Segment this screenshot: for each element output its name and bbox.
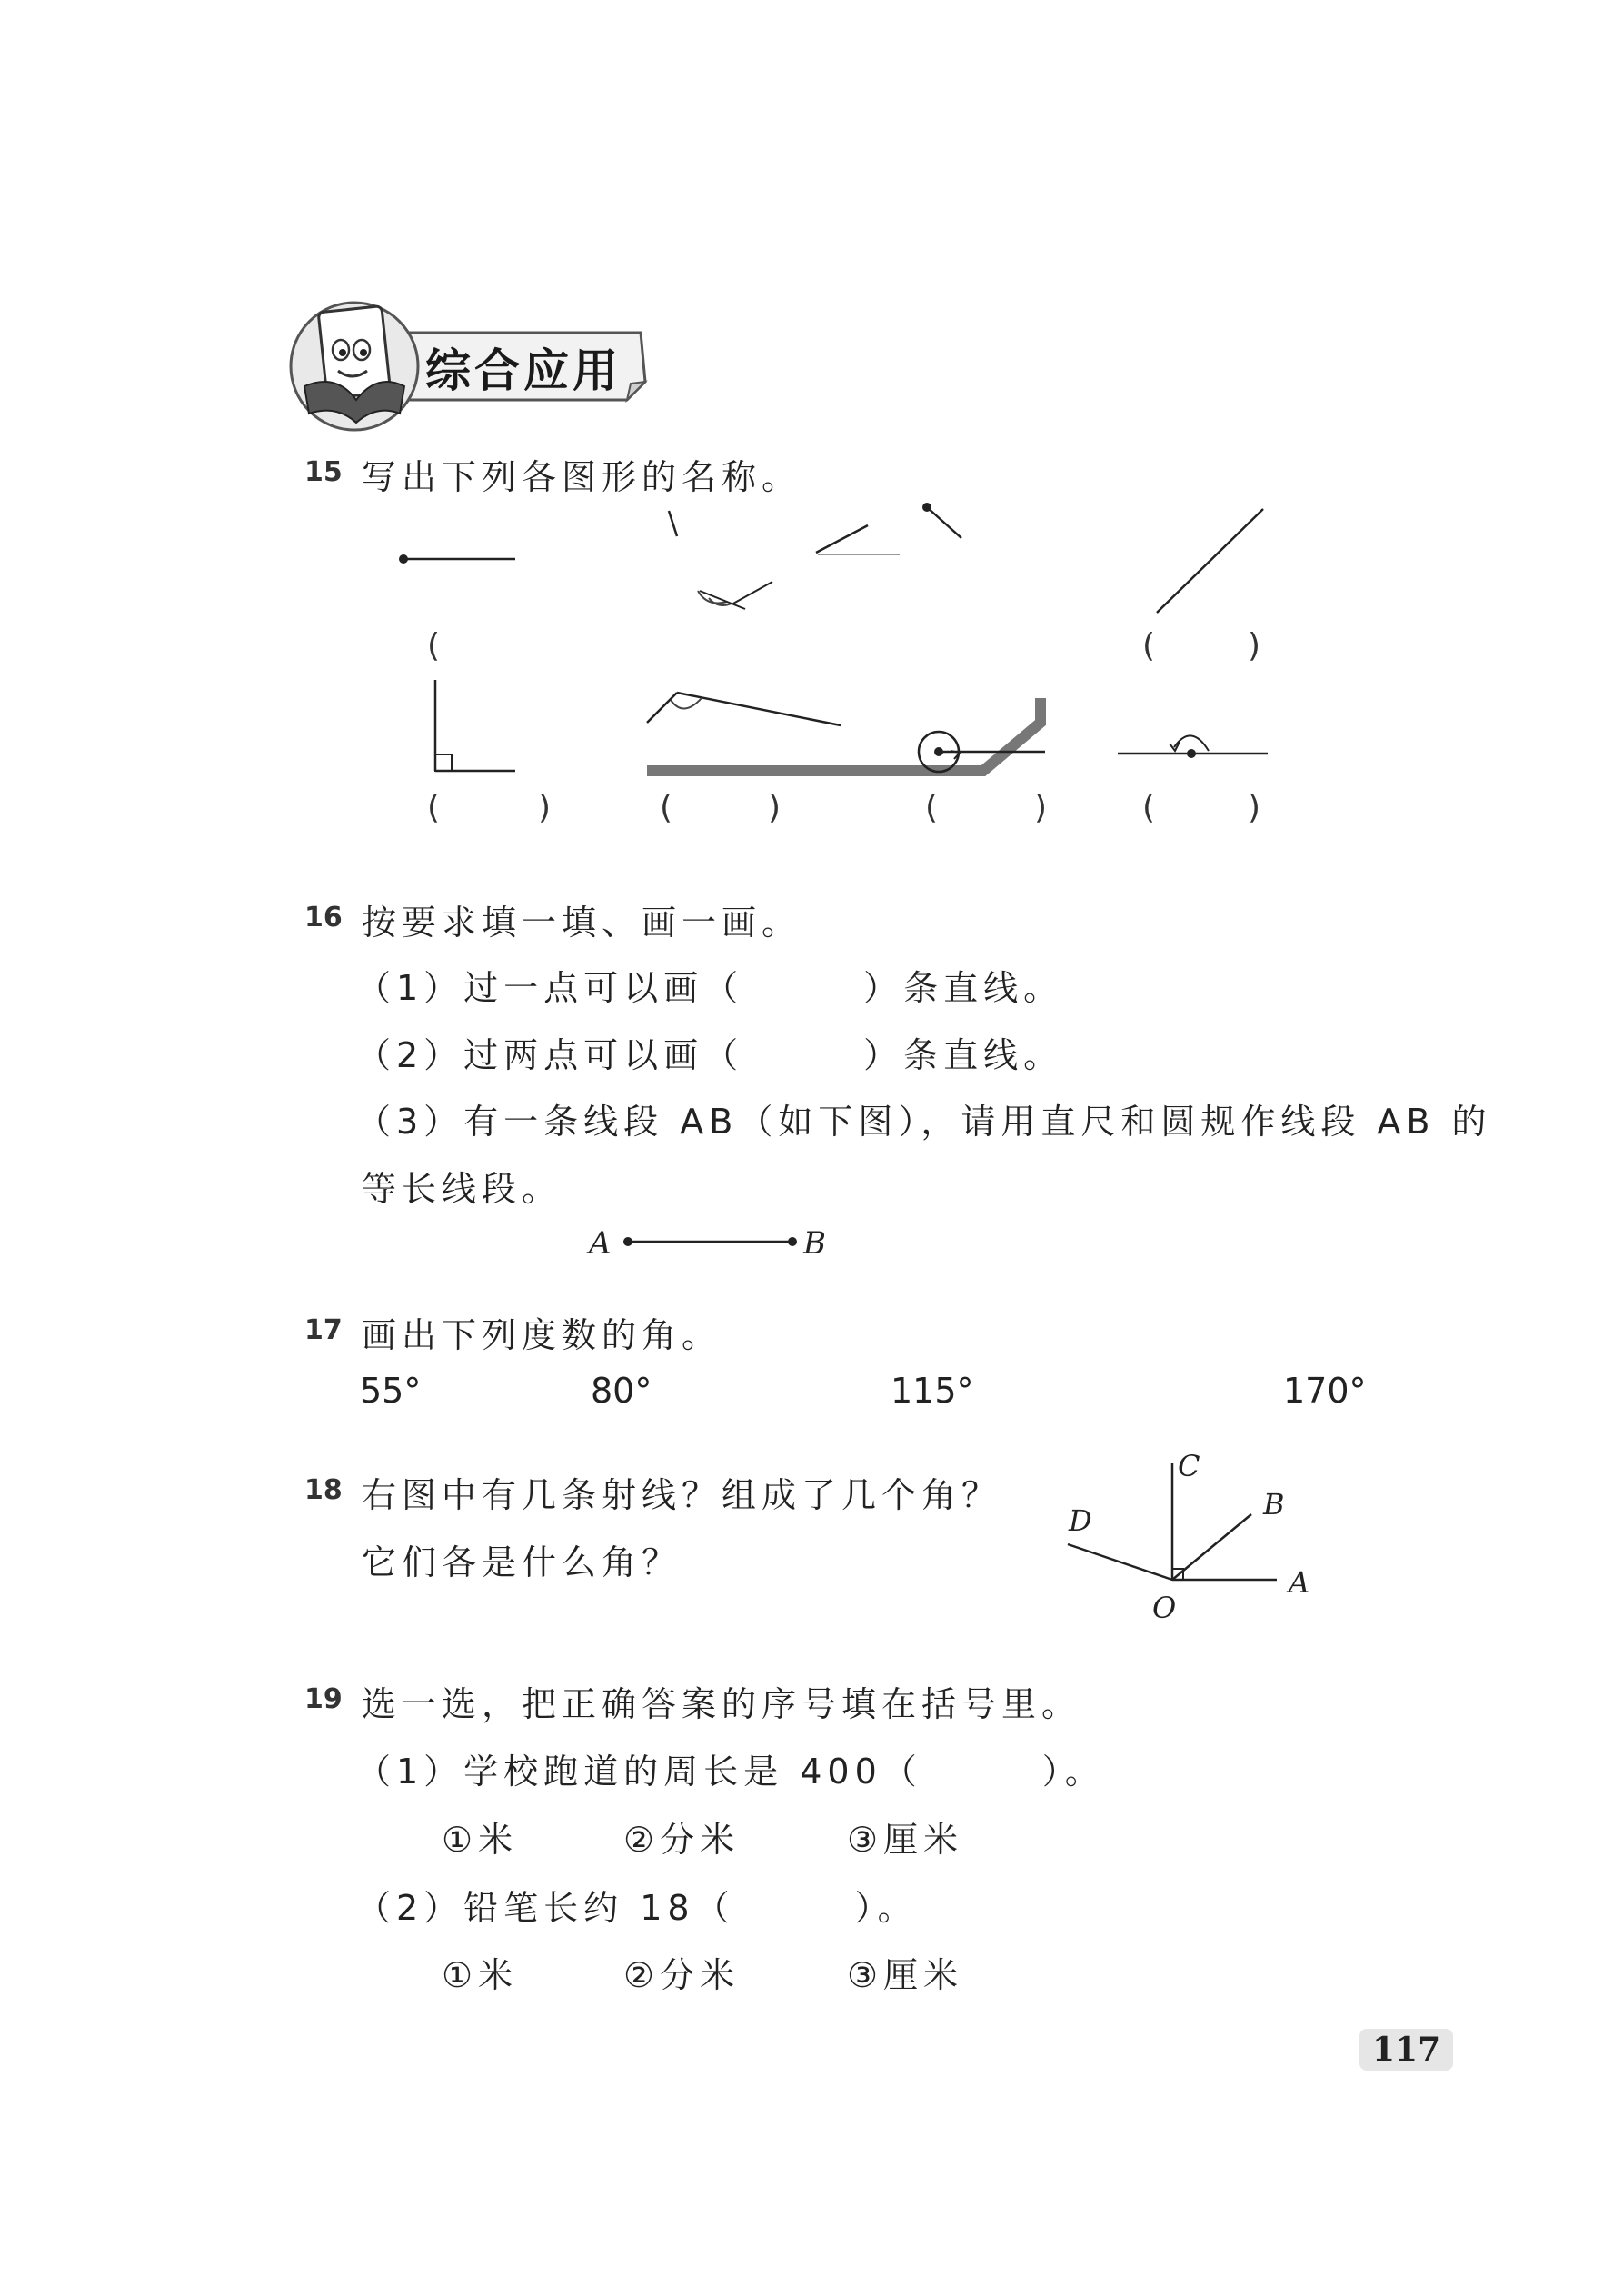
q18-label-a: A <box>1289 1565 1310 1600</box>
q18-label-o: O <box>1152 1591 1177 1625</box>
q19-part1-option1: ①米 <box>442 1820 519 1860</box>
q15-prompt: 写出下列各图形的名称。 <box>362 457 802 497</box>
q19-part1-option2: ②分米 <box>623 1820 741 1860</box>
q15-blank-1-left: ( <box>427 627 441 664</box>
q17-angle-4: 170° <box>1283 1371 1367 1411</box>
q17-angle-3: 115° <box>891 1371 974 1411</box>
q18-line1: 右图中有几条射线？组成了几个角？ <box>362 1475 1002 1515</box>
q19-prompt: 选一选，把正确答案的序号填在括号里。 <box>362 1684 1082 1724</box>
q18-label-c: C <box>1178 1449 1200 1483</box>
q15-angle-partial <box>669 511 900 609</box>
q15-number: 15 <box>304 456 343 488</box>
q15-blank-7-left: ( <box>925 789 939 826</box>
q19-part1-option3: ③厘米 <box>847 1820 964 1860</box>
q17-number: 17 <box>304 1314 343 1346</box>
section-title: 综合应用 <box>425 344 622 397</box>
q16-number: 16 <box>304 902 343 933</box>
q16-part3-line1: （3）有一条线段 AB（如下图），请用直尺和圆规作线段 AB 的 <box>356 1102 1492 1142</box>
q19-part1: （1）学校跑道的周长是 400（ ）。 <box>356 1752 1105 1792</box>
q15-blank-8-right: ) <box>1248 789 1261 826</box>
q15-blank-8-left: ( <box>1142 789 1156 826</box>
q18-rays-figure <box>1068 1463 1277 1580</box>
q16-part1: （1）过一点可以画（ ）条直线。 <box>356 968 1064 1008</box>
q18-line2: 它们各是什么角？ <box>362 1542 682 1582</box>
q19-part2-option1: ①米 <box>442 1955 519 1995</box>
q15-blank-5-left: ( <box>427 789 441 826</box>
q15-blank-6-right: ) <box>768 789 782 826</box>
q16-part2: （2）过两点可以画（ ）条直线。 <box>356 1035 1064 1075</box>
q15-straight-angle-bar <box>647 698 1041 771</box>
q15-line <box>1157 509 1263 613</box>
q15-straight-angle <box>1118 735 1268 758</box>
q19-part2: （2）铅笔长约 18（ ）。 <box>356 1888 918 1928</box>
q15-blank-5-right: ) <box>538 789 552 826</box>
q18-number: 18 <box>304 1474 343 1506</box>
q15-blank-4-right: ) <box>1248 627 1261 664</box>
q18-label-b: B <box>1263 1487 1285 1522</box>
page-number: 117 <box>1359 2029 1453 2071</box>
q17-prompt: 画出下列度数的角。 <box>362 1315 722 1355</box>
q15-blank-7-right: ) <box>1034 789 1048 826</box>
q19-part2-option3: ③厘米 <box>847 1955 964 1995</box>
q19-number: 19 <box>304 1683 343 1715</box>
q15-ray <box>399 554 515 564</box>
q19-part2-option2: ②分米 <box>623 1955 741 1995</box>
q17-angle-1: 55° <box>360 1371 422 1411</box>
q16-prompt: 按要求填一填、画一画。 <box>362 903 802 943</box>
q15-obtuse-angle <box>647 693 841 725</box>
q18-label-d: D <box>1069 1503 1092 1538</box>
q16-part3-line2: 等长线段。 <box>362 1169 563 1209</box>
q16-segment-ab <box>623 1237 797 1246</box>
q15-blank-6-left: ( <box>660 789 673 826</box>
mascot-book-icon <box>291 303 418 430</box>
q16-label-a: A <box>589 1225 617 1262</box>
q16-label-b: B <box>803 1225 831 1262</box>
q15-blank-4-left: ( <box>1142 627 1156 664</box>
q15-right-angle <box>435 680 515 771</box>
q17-angle-2: 80° <box>591 1371 652 1411</box>
q15-segment-dot <box>922 503 961 538</box>
